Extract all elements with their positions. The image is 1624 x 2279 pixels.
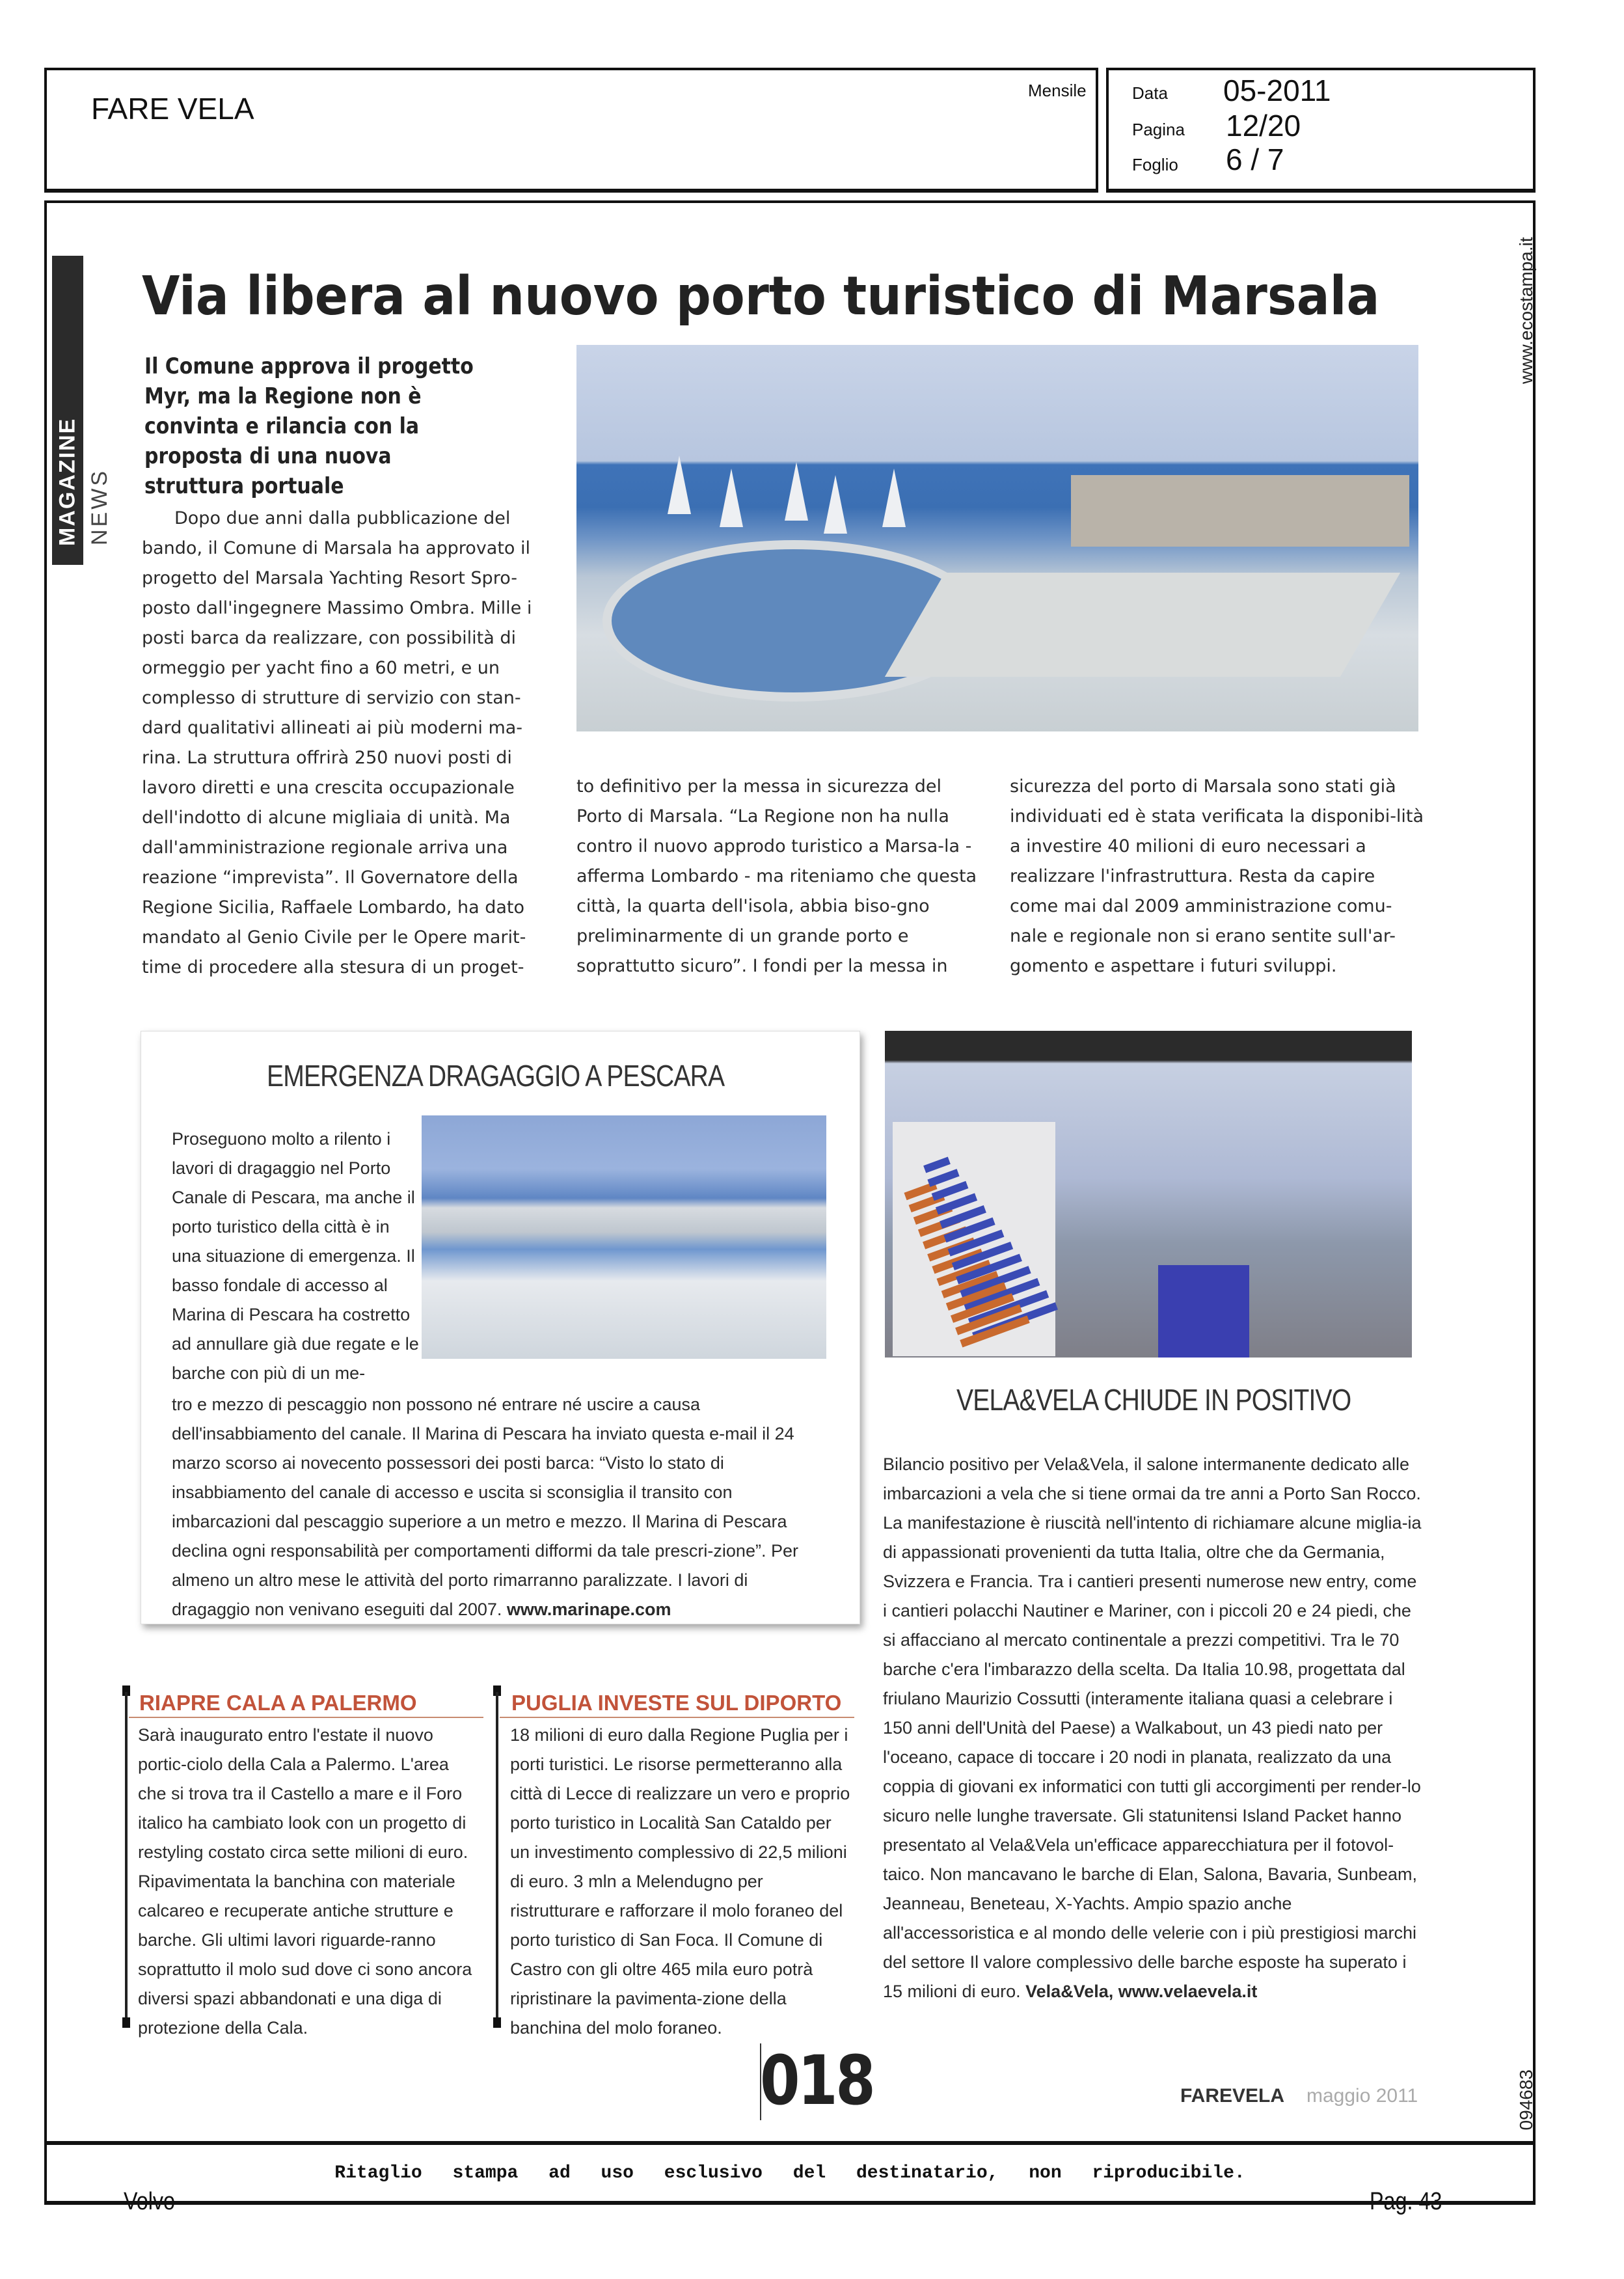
disclaimer-text: Ritaglio stampa ad uso esclusivo del destinatario, non riproducibile. [334, 2163, 1245, 2183]
footer-brand: FAREVELA [1180, 2085, 1285, 2107]
blue-carpet-shape [1158, 1265, 1249, 1358]
palermo-title-rule [129, 1717, 483, 1718]
page-reference: Pag. 43 [1370, 2188, 1442, 2215]
page-number: 018 [760, 2041, 874, 2120]
pier-shape [885, 573, 1400, 677]
sheet-value: 6 / 7 [1226, 143, 1284, 176]
sail-shape [882, 469, 906, 527]
client-name: Volvo [124, 2188, 176, 2215]
main-subheadline: Il Comune approva il progetto Myr, ma la Regione non è convinta e rilancia con la proposta di una nuova struttura portuale [144, 353, 474, 499]
ecostampa-url: www.ecostampa.it [1516, 237, 1536, 384]
sail-shape [785, 462, 808, 521]
sail-shape [720, 469, 743, 527]
bracket-cap [493, 2017, 501, 2028]
disclaimer-bar [44, 2141, 1536, 2205]
main-article-column-1: Dopo due anni dalla pubblicazione del bando, il Comune di Marsala ha approvato il progetto del Marsala Yachting Resort Spro-posto dall'ingegnere Massimo Ombra. Mille i posti barca da realizzare, con possibilità di ormeggio per yacht fino a 60 metri, e un complesso di strutture di servizio con stan-dard qualitativi allineati ai più moderni ma-rina. La struttura offrirà 250 nuovi posti di lavoro diretti e una crescita occupazionale dell'indotto di alcune migliaia di unità. Ma dall'amministrazione regionale arriva una reazione “imprevista”. Il Governatore della Regione Sicilia, Raffaele Lombardo, ha dato mandato al Genio Civile per le Opere marit-time di procedere alla stesura di un proget- [142, 508, 532, 977]
bracket-cap [122, 2017, 130, 2028]
velaevela-title: VELA&VELA CHIUDE IN POSITIVO [956, 1383, 1351, 1417]
pescara-link[interactable]: www.marinape.com [506, 1600, 671, 1619]
date-value: 05-2011 [1223, 74, 1331, 107]
header-publication-box [44, 68, 1098, 193]
velaevela-link[interactable]: Vela&Vela, www.velaevela.it [1025, 1982, 1258, 2001]
velaevela-text [883, 1450, 1423, 2006]
footer-month: maggio 2011 [1306, 2085, 1418, 2107]
bracket-bar [496, 1692, 498, 2024]
pescara-marina-photo [422, 1115, 826, 1359]
main-article-column-2: to definitivo per la messa in sicurezza del Porto di Marsala. “La Regione non ha nulla contro il nuovo approdo turistico a Marsa-la - afferma Lombardo - ma riteniamo che questa città, la quarta dell'isola, abbia biso-gno preliminarmente di un grande porto e soprattutto sicuro”. I fondi per la messa in [576, 776, 977, 976]
bracket-bar [125, 1692, 128, 2024]
marsala-port-rendering-image [576, 345, 1418, 731]
date-label: Data [1132, 83, 1168, 103]
sheet-label: Foglio [1132, 155, 1178, 174]
pescara-title: EMERGENZA DRAGAGGIO A PESCARA [267, 1059, 725, 1093]
velaevela-photo [885, 1031, 1412, 1358]
puglia-title-rule [500, 1717, 854, 1718]
building-shape [1071, 475, 1409, 547]
palermo-text: Sarà inaugurato entro l'estate il nuovo portic-ciolo della Cala a Palermo. L'area che si trova tra il Castello a mare e il Foro italico ha cambiato look con un progetto di restyling costato circa sette milioni di euro. Ripavimentata la banchina con materiale calcareo e recuperate antiche strutture e barche. Gli ultimi lavori riguarde-ranno soprattutto il molo sud dove ci sono ancora diversi spazi abbandonati e una diga di protezione della Cala. [138, 1725, 472, 2038]
puglia-title: PUGLIA INVESTE SUL DIPORTO [511, 1691, 842, 1715]
sail-shape [668, 456, 691, 514]
section-news-label: NEWS [87, 469, 112, 545]
sail-shape [824, 475, 847, 534]
main-headline: Via libera al nuovo porto turistico di Marsala [142, 266, 1380, 327]
pescara-text-full [172, 1390, 829, 1624]
puglia-text: 18 milioni di euro dalla Regione Puglia per i porti turistici. Le risorse permetteranno alla città di Lecce di realizzare un vero e proprio porto turistico in Località San Cataldo per un investimento complessivo di 22,5 milioni di euro. 3 mln a Melendugno per ristrutturare e rafforzare il molo foraneo del porto turistico di San Foca. Il Comune di Castro con gli oltre 465 mila euro potrà ripristinare la pavimenta-zione della banchina del molo foraneo. [510, 1725, 850, 2038]
page-label: Pagina [1132, 120, 1185, 139]
publication-name: FARE VELA [91, 92, 254, 126]
pescara-text-body: tro e mezzo di pescaggio non possono né entrare né uscire a causa dell'insabbiamento del canale. Il Marina di Pescara ha inviato questa e-mail il 24 marzo scorso ai novecento possessori dei posti barca: “Visto lo stato di insabbiamento del canale di accesso e uscita si sconsiglia il transito con imbarcazioni dal pescaggio superiore a un metro e mezzo. Il Marina di Pescara declina ogni responsabilità per comportamenti difformi da tale prescri-zione”. Per almeno un altro mese le attività del porto rimarranno paralizzate. I lavori di dragaggio non venivano eseguiti dal 2007. [172, 1395, 798, 1619]
page-value: 12/20 [1226, 109, 1301, 143]
palermo-title: RIAPRE CALA A PALERMO [139, 1691, 417, 1715]
clipping-code: 094683 [1516, 2069, 1536, 2131]
frequency-label: Mensile [1028, 81, 1087, 100]
main-article-column-3: sicurezza del porto di Marsala sono stati già individuati ed è stata verificata la disponibi-lità a investire 40 milioni di euro necessari a realizzare l'infrastruttura. Resta da capire come mai dal 2009 amministrazione comu-nale e regionale non si erano sentite sull'ar-gomento e aspettare i futuri sviluppi. [1010, 776, 1424, 976]
pescara-text-wrapped: Proseguono molto a rilento i lavori di dragaggio nel Porto Canale di Pescara, ma anche il porto turistico della città è in una situazione di emergenza. Il basso fondale di accesso al Marina di Pescara ha costretto ad annullare già due regate e le barche con più di un me- [172, 1129, 419, 1383]
velaevela-text-body: Bilancio positivo per Vela&Vela, il salone intermanente dedicato alle imbarcazioni a vela che si tiene ormai da tre anni a Porto San Rocco. La manifestazione è riuscità nell'intento di richiamare alcune miglia-ia di appassionati provenienti da tutta Italia, oltre che da Germania, Svizzera e Francia. Tra i cantieri presenti numerose new entry, come i cantieri polacchi Nautiner e Mariner, con i piccoli 20 e 24 piedi, che si affacciano al mercato continentale a prezzi competitivi. Tra le 70 barche c'era l'imbarazzo della scelta. Da Italia 10.98, progettata dal friulano Maurizio Cossutti (interamente italiana quasi a celebrare i 150 anni dell'Unità del Paese) a Walkabout, un 43 piedi nato per l'oceano, capace di toccare i 20 nodi in planata, realizzato da una coppia di giovani ex informatici con tutti gli accorgimenti per render-lo sicuro nelle lunghe traversate. Gli statunitensi Island Packet hanno presentato al Vela&Vela un'efficace apparecchiatura per il fotovol-taico. Non mancavano le barche di Elan, Salona, Bavaria, Sunbeam, Jeanneau, Beneteau, X-Yachts. Ampio spazio anche all'accessoristica e al mondo delle velerie con i più prestigiosi marchi del settore Il valore complessivo delle barche esposte ha superato i 15 milioni di euro. [883, 1454, 1422, 2001]
section-magazine-label: MAGAZINE [55, 417, 80, 546]
